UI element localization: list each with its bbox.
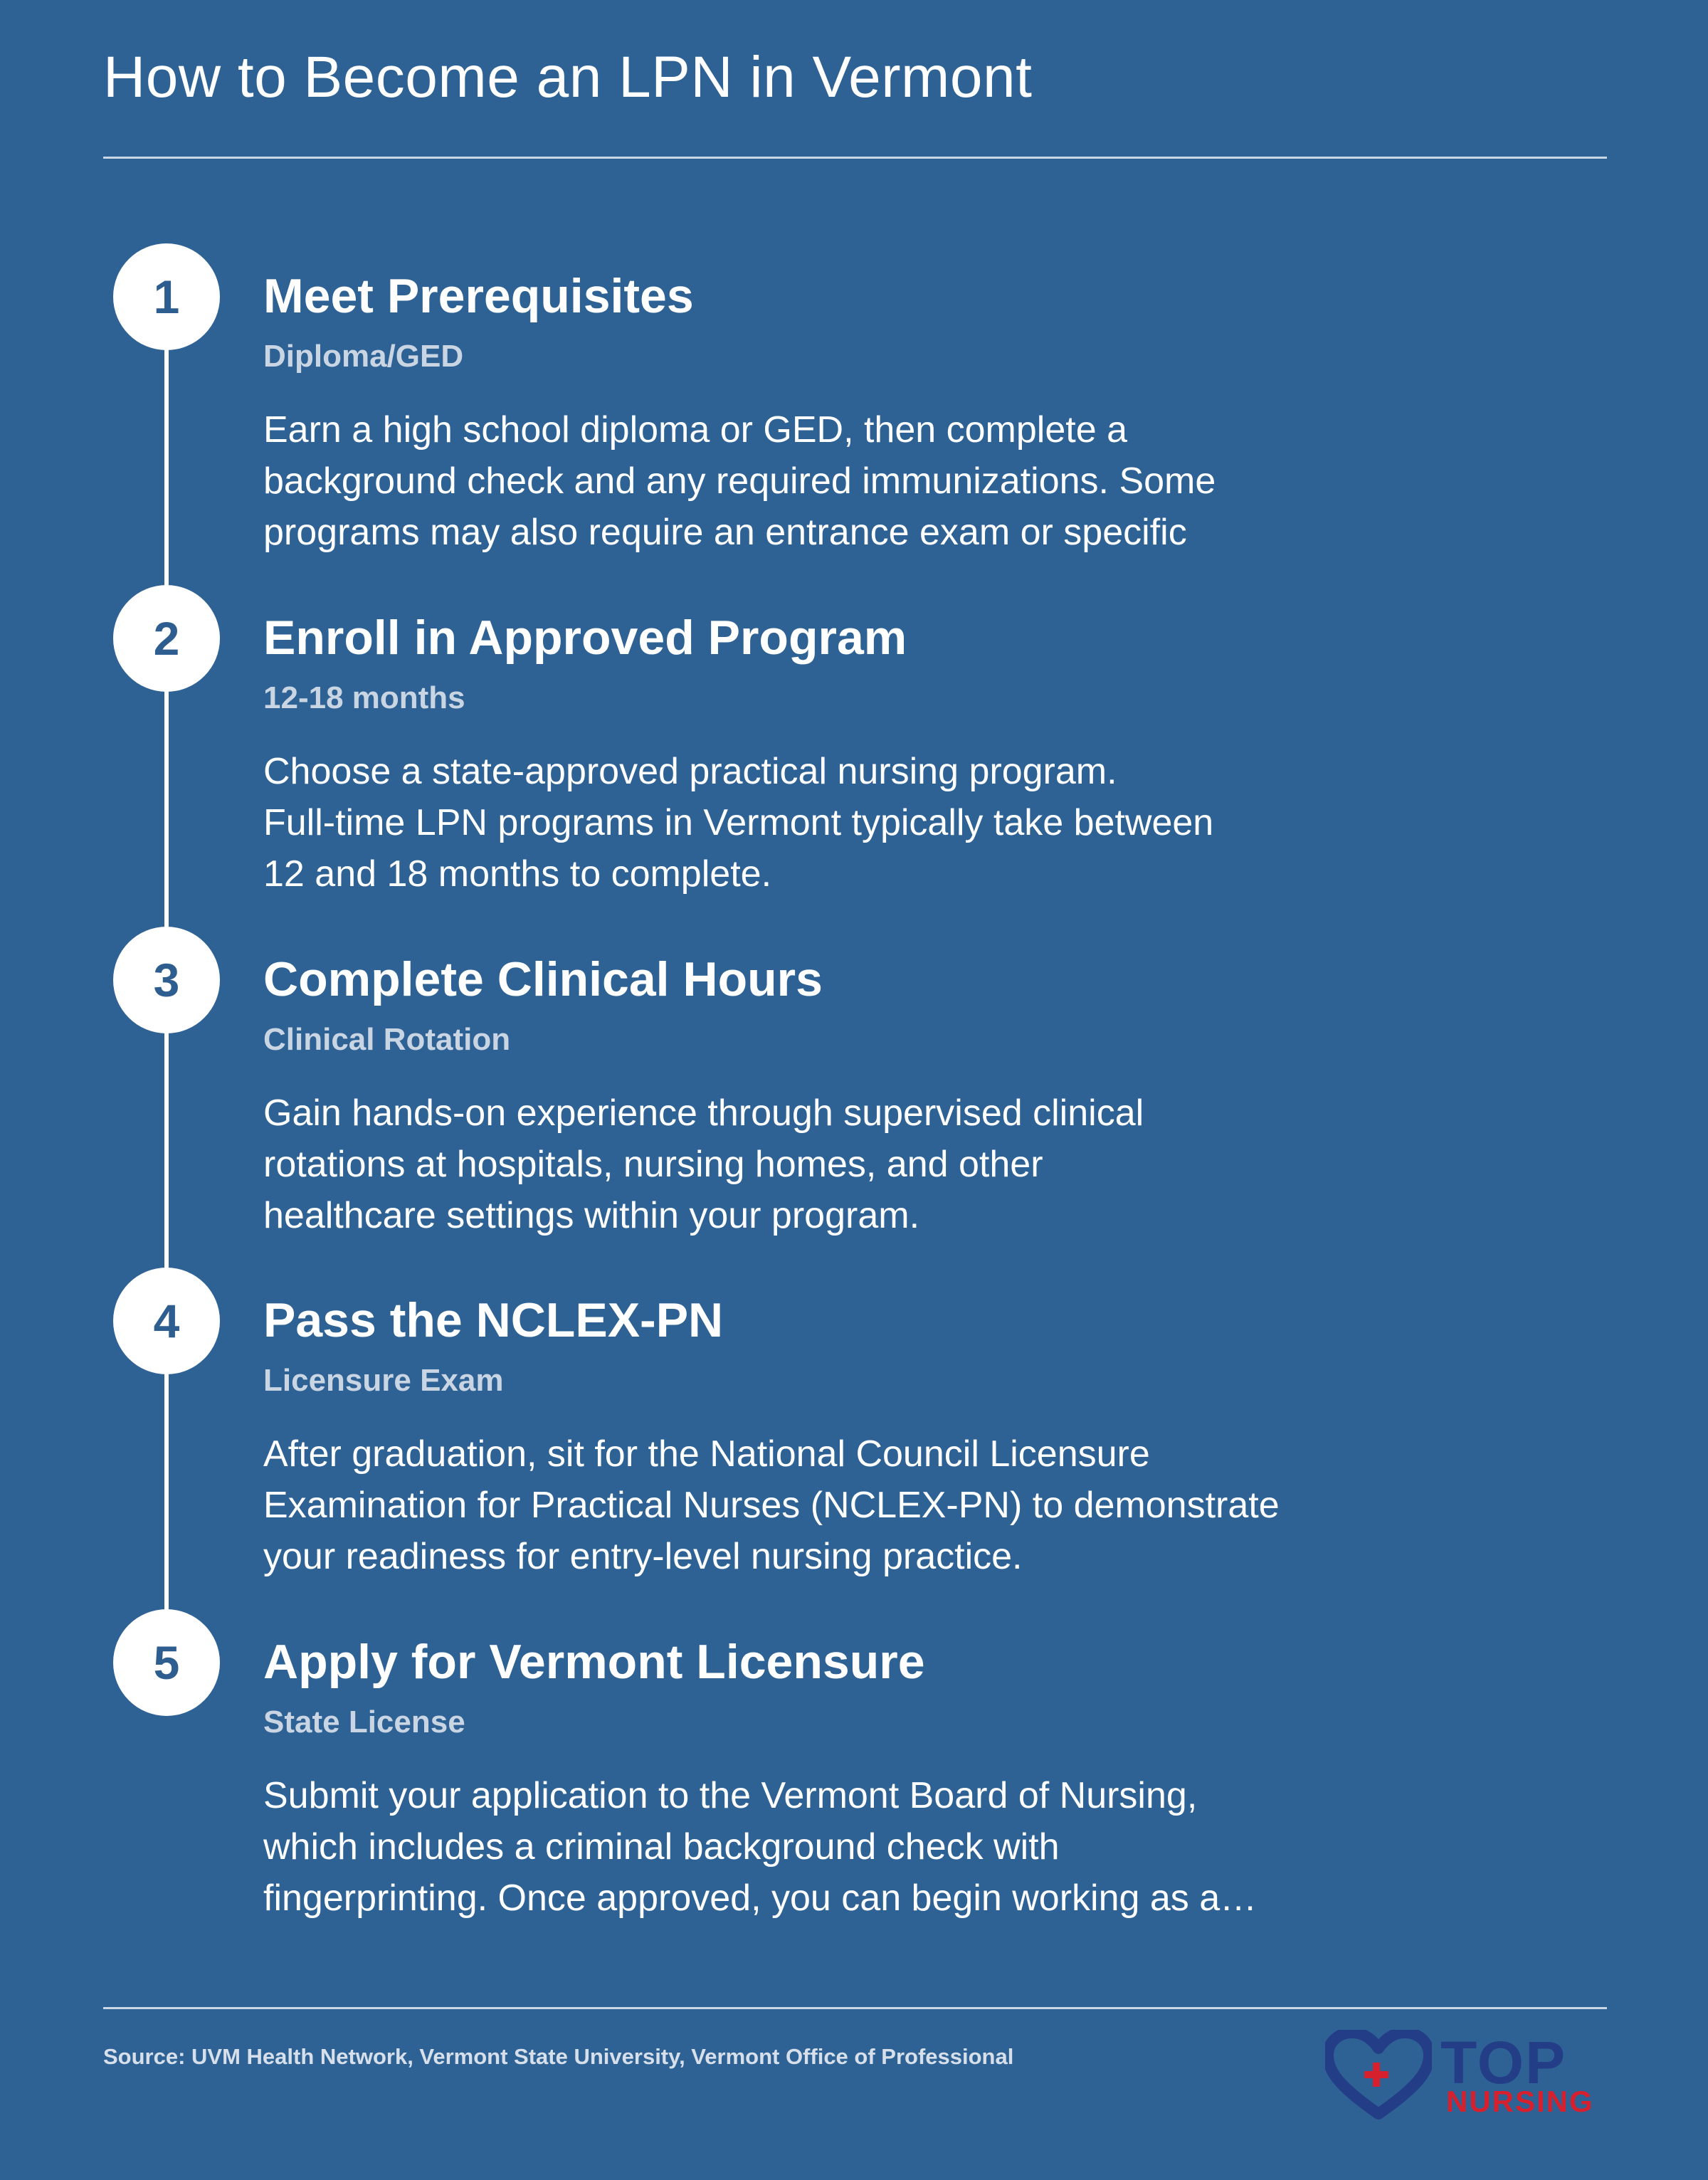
top-nursing-logo	[1325, 2030, 1610, 2122]
step-description-line: healthcare settings within your program.	[263, 1195, 920, 1236]
step-title-5: Apply for Vermont Licensure	[263, 1635, 925, 1689]
logo-text-bottom: NURSING	[1446, 2085, 1594, 2118]
step-title-3: Complete Clinical Hours	[263, 952, 823, 1006]
step-number-5: 5	[113, 1609, 220, 1716]
step-description-1	[263, 404, 1402, 558]
step-subtitle-1: Diploma/GED	[263, 339, 464, 374]
step-description-line: which includes a criminal background check with	[263, 1826, 1060, 1868]
step-number-4: 4	[113, 1268, 220, 1374]
source-citation: Source: UVM Health Network, Vermont State University, Vermont Office of Professional	[103, 2044, 1014, 2069]
step-number-1: 1	[113, 243, 220, 350]
step-description-line: After graduation, sit for the National Council Licensure	[263, 1433, 1150, 1475]
header-divider	[103, 157, 1607, 159]
heart-cross-icon	[1325, 2030, 1432, 2122]
step-description-line: Examination for Practical Nurses (NCLEX-PN) to demonstrate	[263, 1485, 1280, 1526]
step-description-line: Submit your application to the Vermont Board of Nursing,	[263, 1775, 1198, 1816]
step-description-line: rotations at hospitals, nursing homes, and other	[263, 1144, 1043, 1185]
step-subtitle-3: Clinical Rotation	[263, 1022, 511, 1057]
step-description-4	[263, 1428, 1402, 1582]
step-description-5	[263, 1770, 1402, 1924]
step-description-line: Choose a state-approved practical nursing program.	[263, 751, 1117, 792]
step-description-3	[263, 1088, 1402, 1241]
step-subtitle-4: Licensure Exam	[263, 1363, 504, 1398]
step-description-line: Gain hands-on experience through supervised clinical	[263, 1092, 1144, 1134]
step-description-line: fingerprinting. Once approved, you can begin working as a…	[263, 1878, 1258, 1919]
step-number-2: 2	[113, 585, 220, 692]
step-description-line: background check and any required immunizations. Some	[263, 460, 1216, 502]
step-description-line: Full-time LPN programs in Vermont typically take between	[263, 802, 1214, 843]
step-description-line: Earn a high school diploma or GED, then complete a	[263, 409, 1128, 451]
step-description-line: programs may also require an entrance exam or specific	[263, 512, 1187, 553]
logo-text-top: TOP	[1440, 2029, 1567, 2096]
step-description-line: 12 and 18 months to complete.	[263, 853, 772, 895]
step-description-line: your readiness for entry-level nursing practice.	[263, 1536, 1023, 1577]
step-description-2	[263, 746, 1402, 900]
step-title-1: Meet Prerequisites	[263, 269, 694, 323]
step-number-3: 3	[113, 927, 220, 1033]
step-subtitle-5: State License	[263, 1705, 465, 1739]
footer-divider	[103, 2007, 1607, 2009]
step-title-2: Enroll in Approved Program	[263, 611, 907, 665]
step-title-4: Pass the NCLEX-PN	[263, 1293, 724, 1347]
step-subtitle-2: 12-18 months	[263, 680, 465, 715]
page-title: How to Become an LPN in Vermont	[103, 45, 1033, 110]
